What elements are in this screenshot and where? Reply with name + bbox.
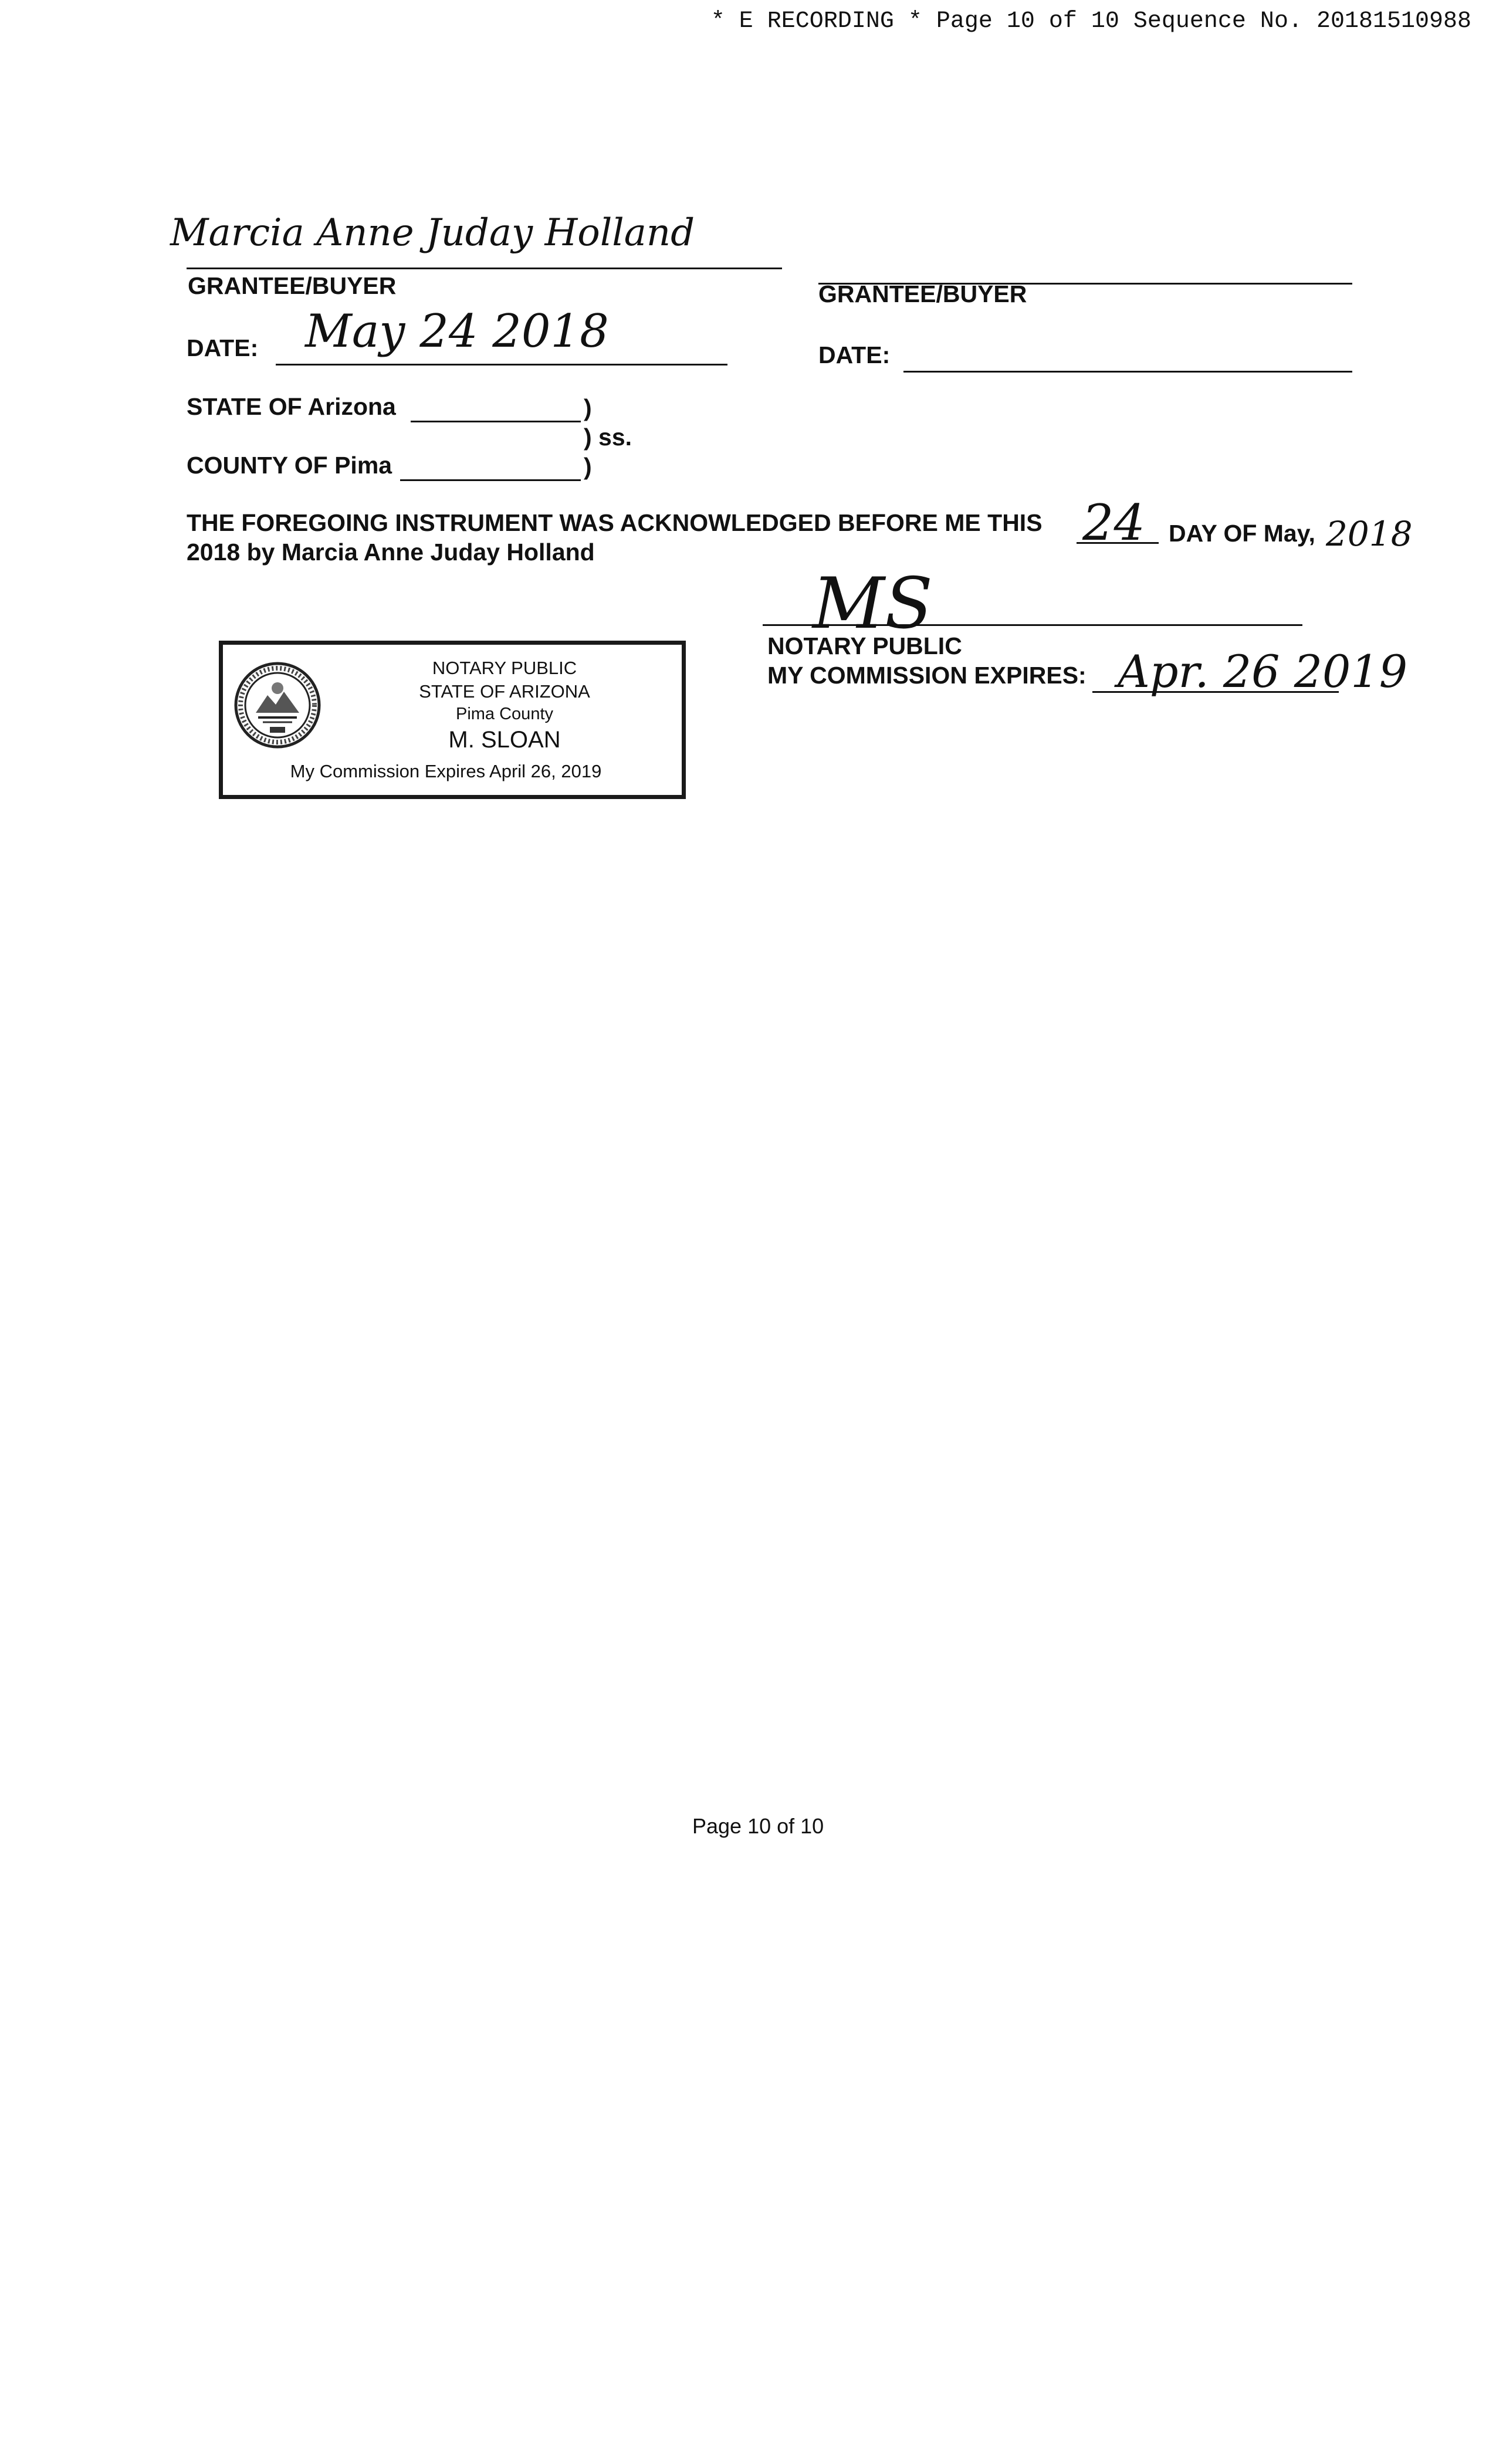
acknowledgment-year-hand: 2018: [1326, 514, 1413, 554]
stamp-title: NOTARY PUBLIC: [432, 658, 577, 678]
date-value-left: May 24 2018: [305, 305, 609, 358]
date-line-right: [903, 371, 1352, 373]
day-line: [1077, 542, 1159, 544]
acknowledgment-day: 24: [1082, 494, 1145, 551]
commission-expires-value: Apr. 26 2019: [1118, 645, 1408, 698]
grantee-signature: Marcia Anne Juday Holland: [170, 211, 695, 255]
acknowledgment-text: THE FOREGOING INSTRUMENT WAS ACKNOWLEDGED BEFORE ME THIS: [187, 509, 1043, 536]
grantee-label-left: GRANTEE/BUYER: [188, 272, 397, 299]
commission-expires-line: [1092, 691, 1339, 693]
page-number: Page 10 of 10: [692, 1814, 824, 1838]
date-label-left: DATE:: [187, 334, 259, 361]
commission-expires-label: MY COMMISSION EXPIRES:: [767, 662, 1087, 689]
venue-ss: ) ss.: [584, 424, 632, 451]
stamp-name: M. SLOAN: [448, 727, 561, 753]
date-label-right: DATE:: [818, 341, 891, 368]
stamp-state: STATE OF ARIZONA: [419, 681, 590, 702]
grantee-label-right: GRANTEE/BUYER: [818, 280, 1027, 307]
notary-signature-line: [763, 624, 1302, 626]
stamp-county: Pima County: [455, 705, 553, 723]
paren-top: ): [584, 394, 592, 421]
stamp-expiration: My Commission Expires April 26, 2019: [290, 761, 602, 781]
grantee-signature-line: [187, 268, 782, 269]
date-line-left: [276, 364, 727, 365]
state-label: STATE OF Arizona: [187, 393, 396, 420]
paren-bottom: ): [584, 453, 592, 480]
day-of-label: DAY OF May,: [1169, 520, 1315, 547]
state-line: [411, 421, 581, 422]
acknowledgment-subject: 2018 by Marcia Anne Juday Holland: [187, 539, 595, 566]
recording-header: * E RECORDING * Page 10 of 10 Sequence No. 20181510988: [710, 8, 1471, 35]
county-label: COUNTY OF Pima: [187, 452, 392, 479]
notary-stamp: [219, 641, 686, 799]
notary-label: NOTARY PUBLIC: [767, 632, 962, 659]
notary-signature: MS: [813, 563, 933, 645]
arizona-state-seal-icon: [233, 661, 321, 749]
county-line: [400, 479, 581, 481]
